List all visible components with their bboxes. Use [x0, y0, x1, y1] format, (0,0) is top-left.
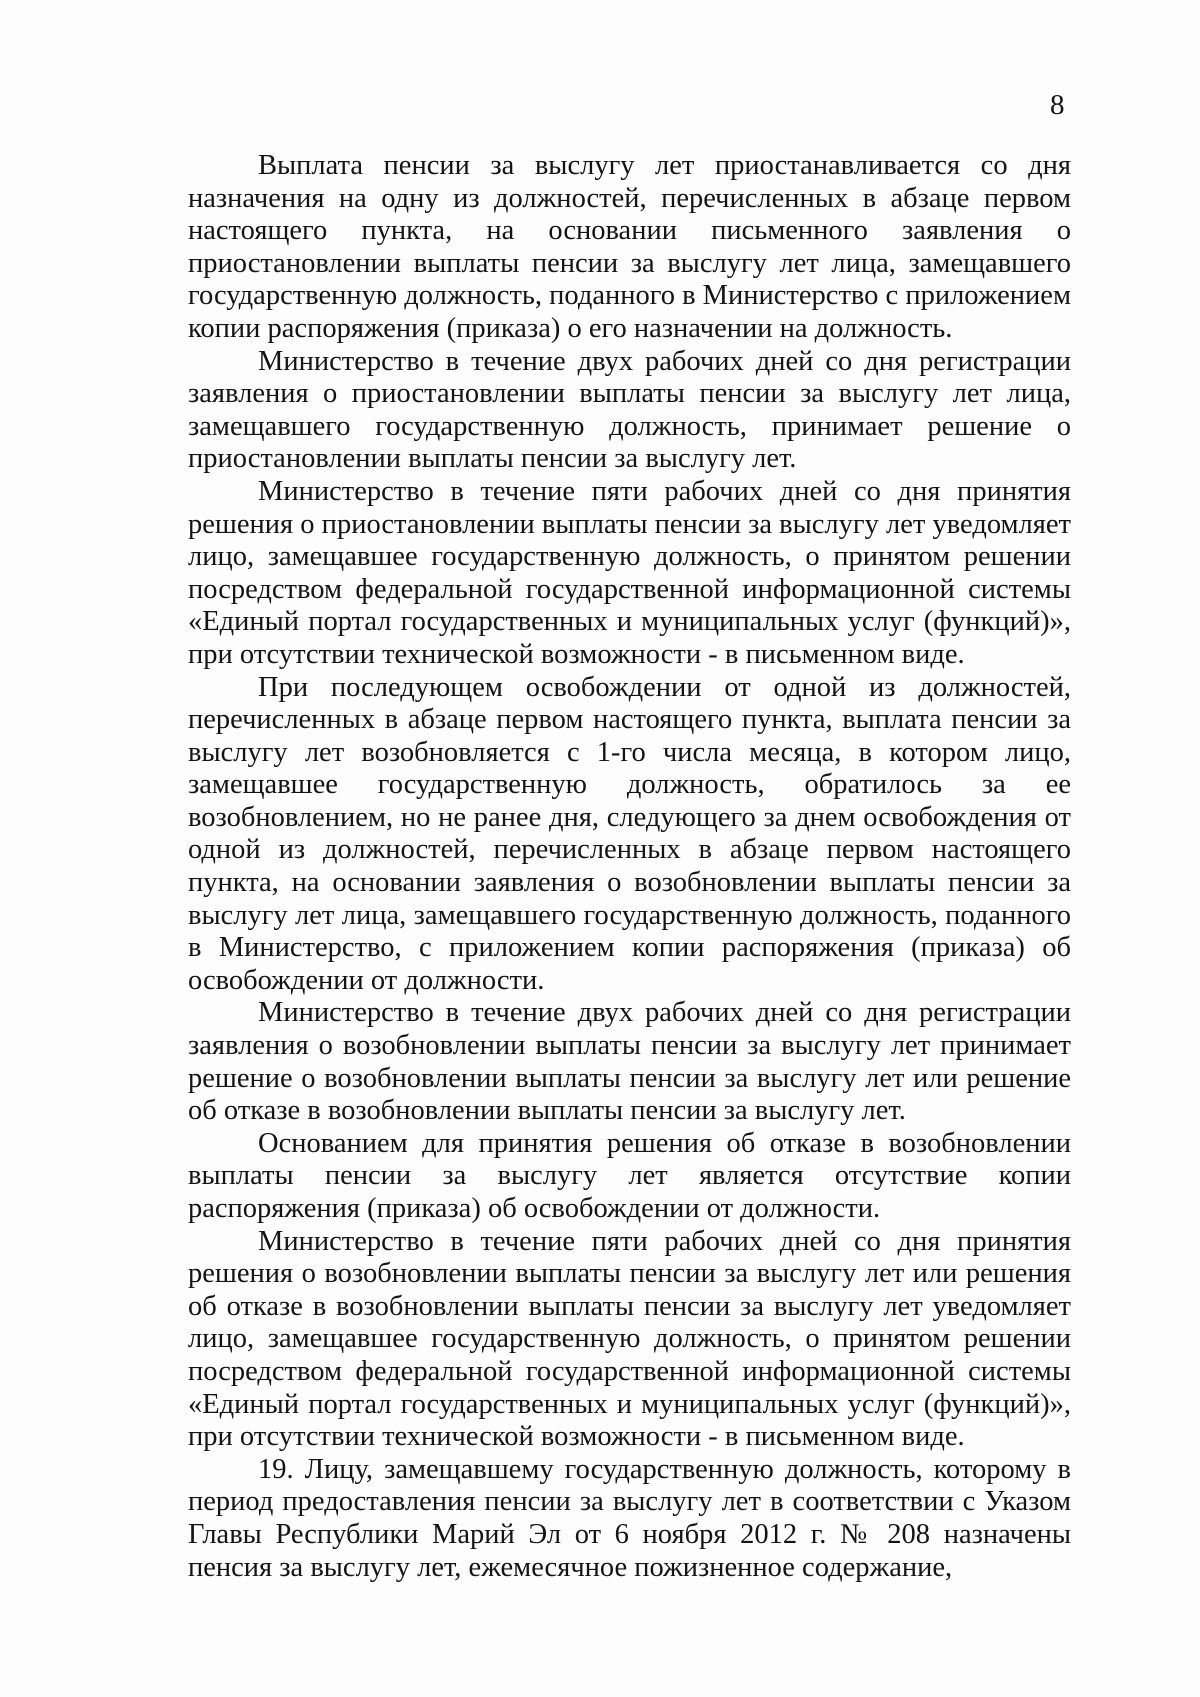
paragraph-resumption: При последующем освобождении от одной из должностей, перечисленных в абзаце первом настоящего пункта, выплата пенсии за выслугу лет возобновляется с 1-го числа месяца, в котором лицо, замещавшее государственную должность, обратилось за ее возобновлением, но не ранее дня, следующего за днем освобождения от одной из должностей, перечисленных в абзаце первом настоящего пункта, на основании заявления о возобновлении выплаты пенсии за выслугу лет лица, замещавшего государственную должность, поданного в Министерство, с приложением копии распоряжения (приказа) об освобождении от должности.: [188, 671, 1071, 996]
paragraph-resumption-decision: Министерство в течение двух рабочих дней со дня регистрации заявления о возобновлении выплаты пенсии за выслугу лет принимает решение о возобновлении выплаты пенсии за выслугу лет или решение об отказе в возобновлении выплаты пенсии за выслугу лет.: [188, 997, 1071, 1127]
document-body: [188, 150, 1071, 1584]
paragraph-resumption-notification: Министерство в течение пяти рабочих дней со дня принятия решения о возобновлении выплаты пенсии за выслугу лет или решения об отказе в возобновлении выплаты пенсии за выслугу лет уведомляет лицо, замещавшее государственную должность, о принятом решении посредством федеральной государственной информационной системы «Единый портал государственных и муниципальных услуг (функций)», при отсутствии технической возможности - в письменном виде.: [188, 1225, 1071, 1453]
paragraph-item-19: 19. Лицу, замещавшему государственную должность, которому в период предоставления пенсии за выслугу лет в соответствии с Указом Главы Республики Марий Эл от 6 ноября 2012 г. № 208 назначены пенсия за выслугу лет, ежемесячное пожизненное содержание,: [188, 1453, 1071, 1583]
paragraph-suspension-notification: Министерство в течение пяти рабочих дней со дня принятия решения о приостановлении выплаты пенсии за выслугу лет уведомляет лицо, замещавшее государственную должность, о принятом решении посредством федеральной государственной информационной системы «Единый портал государственных и муниципальных услуг (функций)», при отсутствии технической возможности - в письменном виде.: [188, 475, 1071, 670]
paragraph-suspension: Выплата пенсии за выслугу лет приостанавливается со дня назначения на одну из должностей, перечисленных в абзаце первом настоящего пункта, на основании письменного заявления о приостановлении выплаты пенсии за выслугу лет лица, замещавшего государственную должность, поданного в Министерство с приложением копии распоряжения (приказа) о его назначении на должность.: [188, 150, 1071, 344]
paragraph-refusal-grounds: Основанием для принятия решения об отказе в возобновлении выплаты пенсии за выслугу лет является отсутствие копии распоряжения (приказа) об освобождении от должности.: [188, 1127, 1071, 1224]
page-number: 8: [1050, 89, 1065, 121]
paragraph-suspension-decision: Министерство в течение двух рабочих дней со дня регистрации заявления о приостановлении выплаты пенсии за выслугу лет лица, замещавшего государственную должность, принимает решение о приостановлении выплаты пенсии за выслугу лет.: [188, 345, 1071, 475]
